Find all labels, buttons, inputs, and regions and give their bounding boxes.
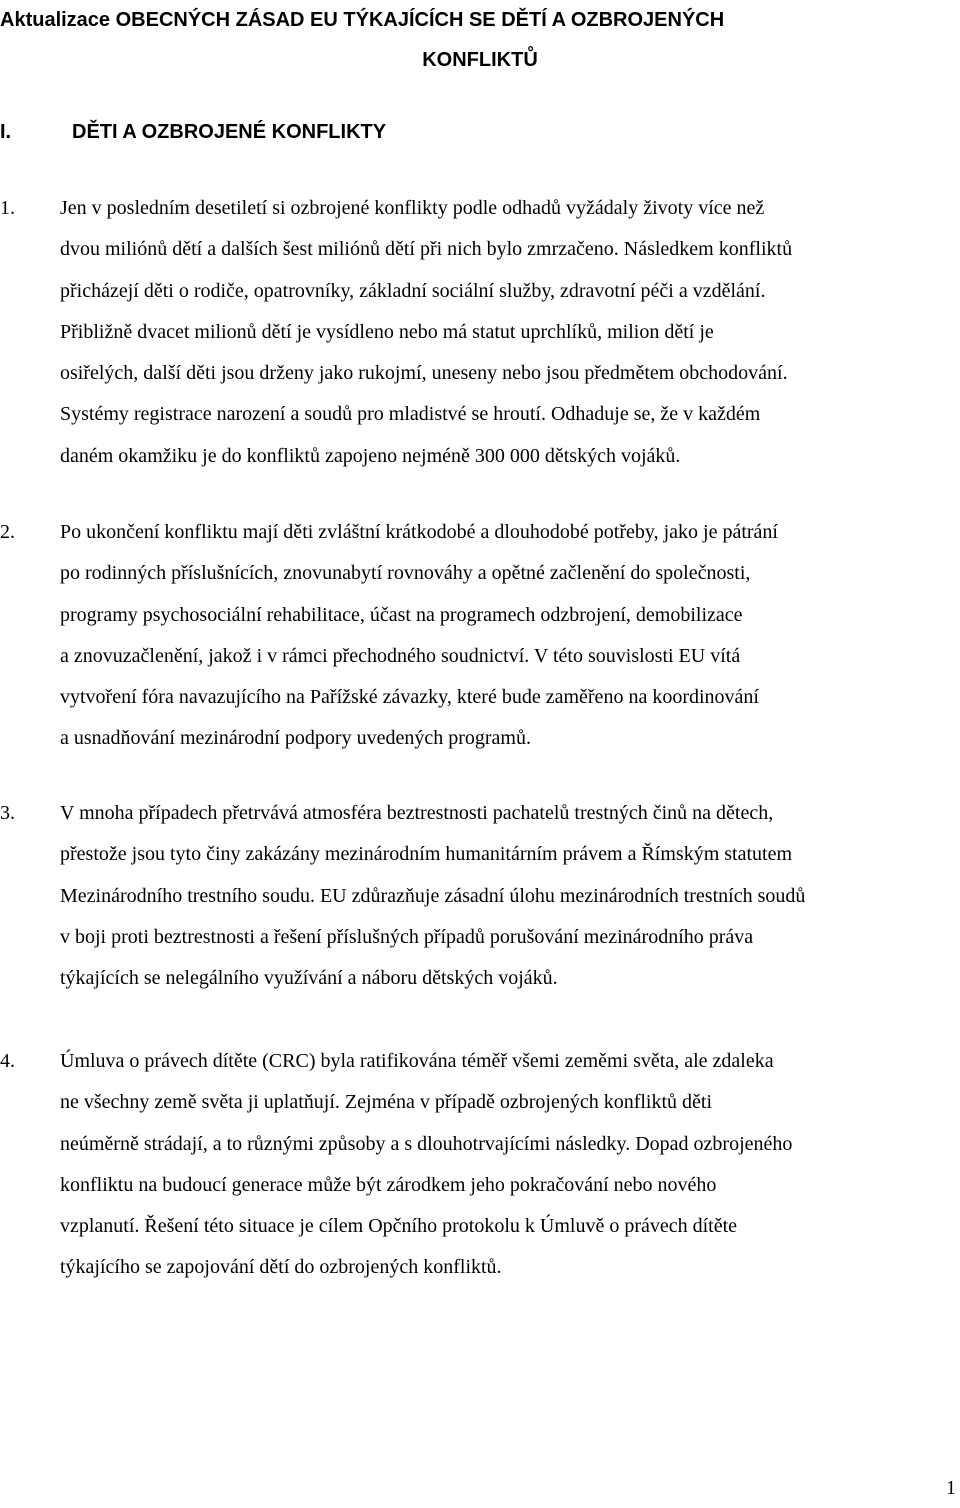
paragraph-line: Systémy registrace narození a soudů pro mladistvé se hroutí. Odhaduje se, že v každém (60, 403, 761, 426)
paragraph-text (60, 793, 958, 999)
page-number: 1 (946, 1477, 956, 1499)
paragraph-line: Přibližně dvacet milionů dětí je vysídleno nebo má statut uprchlíků, milion dětí je (60, 320, 714, 343)
paragraph-line: Úmluva o právech dítěte (CRC) byla ratifikována téměř všemi zeměmi světa, ale zdaleka (60, 1050, 774, 1072)
paragraph-line: týkajících se nelegálního využívání a náboru dětských vojáků. (60, 967, 558, 990)
paragraph-line: daném okamžiku je do konfliktů zapojeno nejméně 300 000 dětských vojáků. (60, 444, 681, 467)
section-title: DĚTI A OZBROJENÉ KONFLIKTY (72, 121, 387, 143)
paragraph-line: ne všechny země světa ji uplatňují. Zejména v případě ozbrojených konfliktů děti (60, 1091, 713, 1114)
paragraph-text (60, 1041, 958, 1289)
paragraph-line: přestože jsou tyto činy zakázány mezinárodním humanitárním právem a Římským statutem (60, 843, 793, 866)
paragraph-number: 2. (0, 521, 15, 543)
paragraph-line: osiřelých, další děti jsou drženy jako rukojmí, uneseny nebo jsou předmětem obchodování. (60, 362, 788, 385)
paragraph-line: a usnadňování mezinárodní podpory uvedených programů. (60, 727, 531, 750)
paragraph-line: a znovuzačlenění, jakož i v rámci přechodného soudnictví. V této souvislosti EU vítá (60, 644, 741, 667)
paragraph-line: vytvoření fóra navazujícího na Pařížské závazky, které bude zaměřeno na koordinování (60, 686, 759, 709)
paragraph-number: 3. (0, 802, 15, 824)
paragraph-line: po rodinných příslušnících, znovunabytí rovnováhy a opětné začlenění do společnosti, (60, 562, 751, 585)
title-line-2: KONFLIKTŮ (422, 49, 538, 71)
paragraph-line: dvou miliónů dětí a dalších šest miliónů dětí při nich bylo zmrzačeno. Následkem konfliktů (60, 238, 793, 261)
paragraph-line: Jen v posledním desetiletí si ozbrojené konflikty podle odhadů vyžádaly životy více než (60, 197, 765, 219)
paragraph-text (60, 188, 958, 477)
paragraph-line: Po ukončení konfliktu mají děti zvláštní krátkodobé a dlouhodobé potřeby, jako je pátrání (60, 521, 778, 543)
paragraph-line: přicházejí děti o rodiče, opatrovníky, základní sociální služby, zdravotní péči a vzdělání. (60, 279, 766, 302)
paragraph-line: týkajícího se zapojování dětí do ozbrojených konfliktů. (60, 1256, 502, 1279)
paragraph-line: programy psychosociální rehabilitace, účast na programech odzbrojení, demobilizace (60, 603, 743, 626)
paragraph-line: vzplanutí. Řešení této situace je cílem Opčního protokolu k Úmluvě o právech dítěte (60, 1215, 738, 1238)
paragraph-line: Mezinárodního trestního soudu. EU zdůrazňuje zásadní úlohu mezinárodních trestních soudů (60, 884, 806, 907)
paragraph-number: 1. (0, 197, 15, 219)
paragraph-text (60, 512, 958, 760)
paragraph-line: v boji proti beztrestnosti a řešení příslušných případů porušování mezinárodního práva (60, 925, 754, 948)
paragraph-line: konfliktu na budoucí generace může být zárodkem jeho pokračování nebo nového (60, 1173, 717, 1196)
paragraph-line: V mnoha případech přetrvává atmosféra beztrestnosti pachatelů trestných činů na dětech, (60, 802, 774, 824)
paragraph-number: 4. (0, 1050, 15, 1072)
section-number: I. (0, 121, 12, 143)
title-line-1: Aktualizace OBECNÝCH ZÁSAD EU TÝKAJÍCÍCH SE DĚTÍ A OZBROJENÝCH (0, 9, 725, 31)
paragraph-line: neúměrně strádají, a to různými způsoby a s dlouhotrvajícími následky. Dopad ozbrojeného (60, 1132, 793, 1155)
